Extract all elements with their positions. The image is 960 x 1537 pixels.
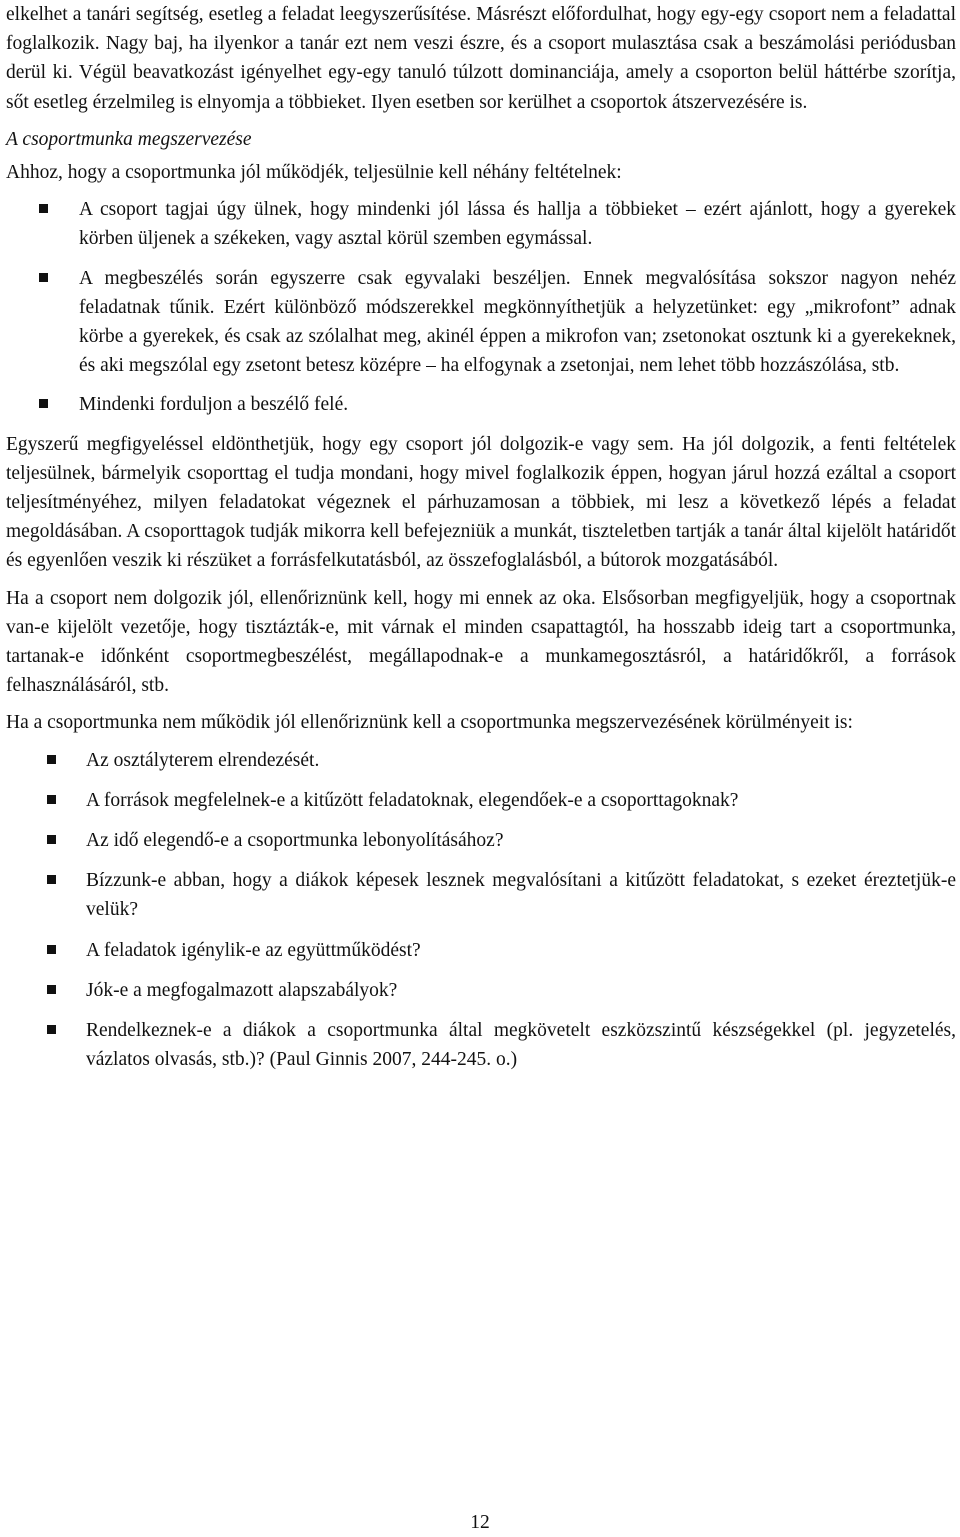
list-item-text: A megbeszélés során egyszerre csak egyvalaki beszéljen. Ennek megvalósítása sokszor nagyon nehéz feladatnak tűnik. Ezért különböző módszerekkel megkönnyíthetjük a helyzetünket: egy „mikrofont” adnak körbe a gyerekek, és csak az szólalhat meg, akinél éppen a mikrofon van; zsetonokat osztunk ki a gyerekeknek, és aki megszólal egy zsetont betesz középre – ha elfogynak a zsetonjai, nem lehet több hozzászólása, stb. bbox=[79, 267, 956, 377]
list-item bbox=[6, 786, 956, 815]
conditions-intro: Ahhoz, hogy a csoportmunka jól működjék, teljesülnie kell néhány feltételnek: bbox=[6, 162, 622, 184]
list-item bbox=[6, 746, 956, 775]
list-item-text: A források megfelelnek-e a kitűzött feladatoknak, elegendőek-e a csoporttagoknak? bbox=[86, 789, 739, 811]
list-item-text: Az idő elegendő-e a csoportmunka lebonyolításához? bbox=[86, 830, 504, 852]
square-bullet-icon bbox=[39, 399, 48, 408]
list-item bbox=[6, 866, 956, 924]
square-bullet-icon bbox=[39, 204, 48, 213]
square-bullet-icon bbox=[47, 795, 56, 804]
square-bullet-icon bbox=[47, 835, 56, 844]
list-item bbox=[6, 1016, 956, 1074]
page-number: 12 bbox=[470, 1512, 490, 1533]
list-item bbox=[6, 264, 956, 381]
list-item bbox=[6, 936, 956, 965]
square-bullet-icon bbox=[47, 755, 56, 764]
paragraph-good-group: Egyszerű megfigyeléssel eldönthetjük, hogy egy csoport jól dolgozik-e vagy sem. Ha jól dolgozik, a fenti feltételek teljesülnek, bármelyik csoporttag el tudja mondani, hogy mivel foglalkozik éppen, hogyan járul hozzá ezáltal a csoport teljesítményéhez, milyen feladatokat végeznek el párhuzamosan a többiek, mi lesz a következő lépés a feladat megoldásában. A csoporttagok tudják mikorra kell befejezniük a munkát, tiszteletben tartják a tanár által kijelölt határidőt és egyenlően veszik ki részüket a forrásfelkutatásból, az összefoglalásból, a bútorok mozgatásából. bbox=[6, 433, 956, 572]
square-bullet-icon bbox=[47, 875, 56, 884]
list-item bbox=[6, 976, 956, 1005]
square-bullet-icon bbox=[47, 1025, 56, 1034]
section-heading: A csoportmunka megszervezése bbox=[6, 128, 252, 150]
square-bullet-icon bbox=[47, 945, 56, 954]
list-item-text: Rendelkeznek-e a diákok a csoportmunka által megkövetelt eszközszintű készségekkel (pl. jegyzetelés, vázlatos olvasás, stb.)? (Paul Ginnis 2007, 244-245. o.) bbox=[86, 1020, 956, 1071]
list-item bbox=[6, 826, 956, 855]
paragraph-circumstances: Ha a csoportmunka nem működik jól ellenőriznünk kell a csoportmunka megszervezésének körülményeit is: bbox=[6, 712, 853, 734]
list-item-text: A feladatok igénylik-e az együttműködést? bbox=[86, 939, 421, 961]
square-bullet-icon bbox=[47, 985, 56, 994]
list-item-text: Mindenki forduljon a beszélő felé. bbox=[79, 394, 349, 416]
document-page bbox=[6, 0, 956, 1086]
opening-paragraph: elkelhet a tanári segítség, esetleg a feladat leegyszerűsítése. Másrészt előfordulhat, hogy egy-egy csoport nem a feladattal foglalkozik. Nagy baj, ha ilyenkor a tanár ezt nem veszi észre, és a csoport mulasztása csak a beszámolási periódusban derül ki. Végül beavatkozást igényelhet egy-egy tanuló túlzott dominanciája, amely a csoporton belül háttérbe szorítja, sőt esetleg érzelmileg is elnyomja a többieket. Ilyen esetben sor kerülhet a csoportok átszervezésére is. bbox=[6, 4, 956, 113]
square-bullet-icon bbox=[39, 273, 48, 282]
list-item-text: Jók-e a megfogalmazott alapszabályok? bbox=[86, 979, 398, 1001]
circumstances-list bbox=[6, 746, 956, 1075]
list-item-text: A csoport tagjai úgy ülnek, hogy mindenki jól lássa és hallja a többieket – ezért ajánlott, hogy a gyerekek körben üljenek a székeken, vagy asztal körül szemben egymással. bbox=[79, 199, 956, 250]
list-item-text: Az osztályterem elrendezését. bbox=[86, 749, 320, 771]
list-item-text: Bízzunk-e abban, hogy a diákok képesek lesznek megvalósítani a kitűzött feladatokat, s ezeket éreztetjük-e velük? bbox=[86, 870, 956, 921]
conditions-list bbox=[6, 195, 956, 419]
list-item bbox=[6, 195, 956, 253]
paragraph-bad-group: Ha a csoport nem dolgozik jól, ellenőriznünk kell, hogy mi ennek az oka. Elsősorban megfigyeljük, hogy a csoportnak van-e kijelölt vezetője, hogy tisztázták-e, mit várnak el minden csapattagtól, ha hosszabb ideig tart a csoportmunka, tartanak-e időnként csoportmegbeszélést, megállapodnak-e a munkamegosztásról, a határidőkről, a források felhasználásáról, stb. bbox=[6, 587, 956, 697]
list-item bbox=[6, 390, 956, 419]
